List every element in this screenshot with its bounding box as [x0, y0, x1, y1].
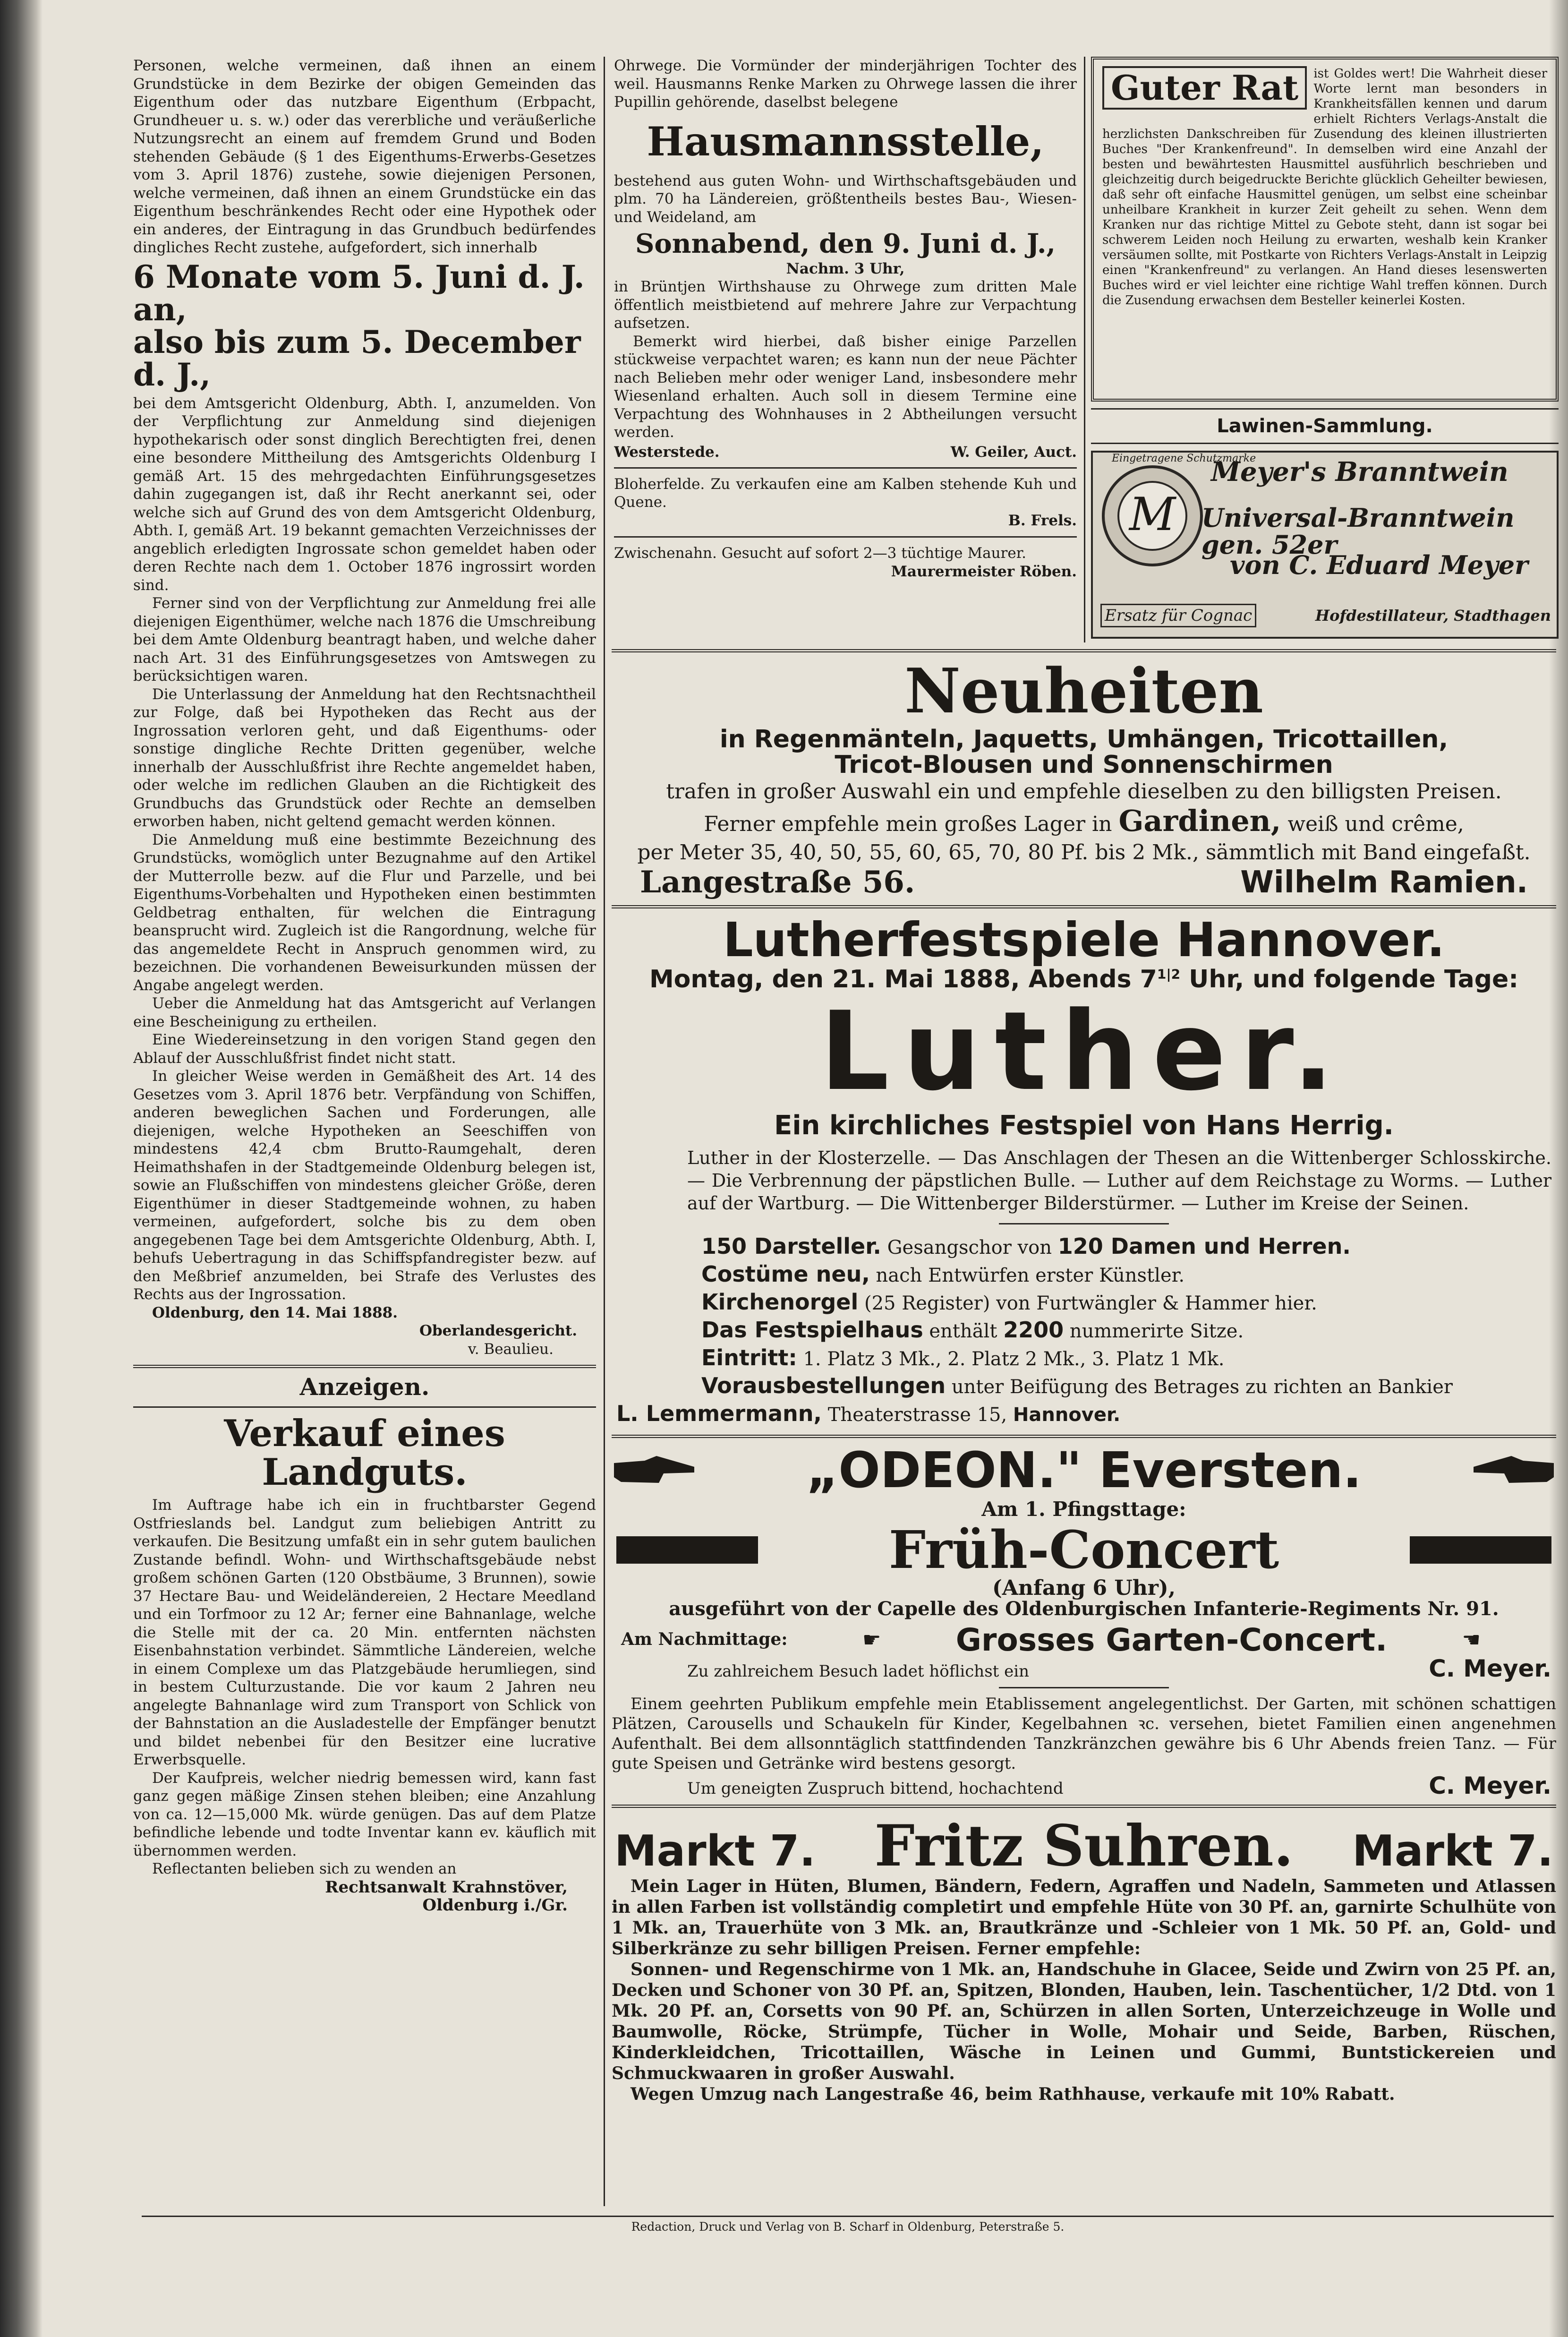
svg-text:M: M [1129, 488, 1176, 541]
meyer-logo-box [1091, 451, 1559, 639]
notice-date: Oldenburg, den 14. Mai 1888. [152, 1304, 398, 1321]
logo-line: Meyer's Branntwein [1211, 456, 1508, 488]
odeon-sub: ausgeführt von der Capelle des Oldenburgischen Infanterie-Regiments Nr. 91. [669, 1597, 1499, 1620]
luther-detail-text: enthält [929, 1320, 997, 1342]
decorative-bar [616, 1536, 758, 1564]
notice-paragraph: Die Unterlassung der Anmeldung hat den Rechtsnachtheil zur Folge, daß bei Hypotheken das Recht aus der Ingrossation verloren geht, und daß Eigenthums- oder sonstige dingliche Rechte Dritten gegenüber, welche innerhalb der Ausschlußfrist ihre Rechte angemeldet haben, oder welche im redlichen Glauben an die Richtigkeit des Grundbuchs das Grundstück oder Rechte an demselben erworben haben, nicht geltend gemacht werden können. [133, 685, 596, 830]
lease-place: Westerstede. [614, 443, 720, 461]
ad-paragraph: Reflectanten belieben sich zu wenden an [152, 1860, 457, 1878]
luther-detail-key: Hannover. [1013, 1404, 1121, 1426]
column-ads-right [1091, 57, 1559, 661]
deadline-heading: 6 Monate vom 5. Juni d. J. an, [133, 258, 585, 328]
notice-signature: v. Beaulieu. [468, 1340, 554, 1358]
suhren-right: Markt 7. [1352, 1826, 1553, 1876]
lease-paragraph: Bemerkt wird hierbei, daß bisher einige Parzellen stückweise verpachtet waren; es kann nun der neue Pächter nach Belieben mehr oder weniger Land, insbesondere mehr Wiesenland erhalten. Auch soll in diesem Termine eine Verpachtung des Wohnhauses in 2 Abtheilungen versucht werden. [614, 333, 1077, 441]
small-ad: Bloherfelde. Zu verkaufen eine am Kalben stehende Kuh und Quene. [614, 475, 1077, 511]
logo-line: von C. Eduard Meyer [1230, 550, 1528, 580]
decorative-bar [1410, 1536, 1551, 1564]
neuheiten-text: weiß und crême, [1287, 812, 1464, 836]
pointing-hand-icon [1471, 1454, 1556, 1487]
luther-details [612, 1233, 1556, 1400]
suhren-paragraph: Wegen Umzug nach Langestraße 46, beim Rathhause, verkaufe mit 10% Rabatt. [631, 2084, 1395, 2105]
neuheiten-name: Wilhelm Ramien. [1240, 865, 1528, 900]
notice-signature: Oberlandesgericht. [419, 1322, 577, 1340]
neuheiten-gardinen: Gardinen, [1118, 803, 1281, 838]
luther-scenes: Luther in der Klosterzelle. — Das Anschlagen der Thesen an die Wittenberger Schlosskirche. — Die Verbrennung der päpstlichen Bulle. — Luther auf dem Reichstage zu Worms. — Luther auf der Wartburg. — Die Wittenberger Bilderstürmer. — Luther im Kreise der Seinen. [687, 1147, 1551, 1214]
luther-detail-text: Gesangschor von [887, 1236, 1052, 1258]
luther-date: Montag, den 21. Mai 1888, Abends 7 [649, 965, 1157, 993]
deadline-heading: also bis zum 5. December d. J., [133, 324, 581, 394]
suhren-left: Markt 7. [614, 1826, 816, 1876]
neuheiten-text: Ferner empfehle mein großes Lager in [704, 812, 1112, 836]
notice-paragraph: Personen, welche vermeinen, daß ihnen an einem Grundstücke in dem Bezirke der obigen Gemeinden das Eigenthum oder das nutzbare Eigenthum (Erbpacht, Grundheuer u. s. w.) oder das vererbliche und veräußerliche Nutzungsrecht an einem auf fremdem Grund und Boden stehenden Gebäude (§ 1 des Eigenthums-Erwerbs-Gesetzes vom 3. April 1876) zustehe, sowie diejenigen Personen, welche vermeinen, daß ihnen an einem Grundstücke ein das Eigenthum beschränkendes Recht oder eine Hypothek oder ein anderes, der Eintragung in das Grundbuch bedürfendes dingliches Recht zustehe, aufgefordert, sich innerhalb [133, 57, 596, 256]
binding-edge [0, 0, 43, 2337]
trademark-seal-icon [1100, 459, 1204, 573]
small-ad: Zwischenahn. Gesucht auf sofort 2—3 tüchtige Maurer. [614, 545, 1026, 562]
pointing-hand-icon: ☛ [862, 1627, 881, 1652]
luther-detail-key: Kirchenorgel [701, 1289, 859, 1315]
ad-signature: Rechtsanwalt Krahnstöver, [325, 1877, 568, 1897]
luther-detail-key: 120 Damen und Herren. [1057, 1233, 1351, 1259]
luther-detail-text: (25 Register) von Furtwängler & Hammer hier. [864, 1292, 1317, 1314]
ad-paragraph: Der Kaufpreis, welcher niedrig bemessen wird, kann fast ganz gegen mäßige Zinsen stehen bleiben; eine Anzahlung von ca. 12—15,000 Mk. würde genügen. Das auf dem Platze befindliche lebende und todte Inventar kann ev. käuflich mit übernommen werden. [133, 1769, 596, 1859]
divider [133, 1365, 596, 1368]
neuheiten-line: per Meter 35, 40, 50, 55, 60, 65, 70, 80 Pf. bis 2 Mk., sämmtlich mit Band eingefaßt. [637, 840, 1531, 865]
odeon-signature: C. Meyer. [1429, 1655, 1551, 1683]
odeon-sub: Am 1. Pfingsttage: [981, 1497, 1186, 1521]
divider [612, 1805, 1556, 1808]
odeon-signature: C. Meyer. [1429, 1772, 1551, 1799]
lease-auctioneer: W. Geiler, Auct. [950, 443, 1077, 461]
neuheiten-line: trafen in großer Auswahl ein und empfehle dieselben zu den billigsten Preisen. [666, 779, 1502, 804]
luther-detail-text: nummerirte Sitze. [1069, 1320, 1244, 1342]
divider [612, 649, 1556, 652]
lawinen-heading: Lawinen-Sammlung. [1217, 415, 1433, 437]
logo-caption: Hofdestillateur, Stadthagen [1315, 607, 1551, 625]
neuheiten-line: Tricot-Blousen und Sonnenschirmen [835, 751, 1333, 779]
neuheiten-title: Neuheiten [904, 655, 1263, 727]
odeon-big: Früh-Concert [888, 1519, 1279, 1581]
small-ad-signature: Maurermeister Röben. [891, 563, 1077, 580]
odeon-invite: Zu zahlreichem Besuch ladet höflichst ein [687, 1662, 1030, 1681]
notice-paragraph: bei dem Amtsgericht Oldenburg, Abth. I, anzumelden. Von der Verpflichtung zur Anmeldung sind diejenigen hypothekarisch oder sonst dinglich Berechtigten frei, denen eine besondere Mittheilung des Amtsgerichts Oldenburg I gemäß Art. 15 des mehrgedachten Einführungsgesetzes dahin zugegangen ist, daß ihr Recht anerkannt sei, oder welche sich auf Grund des von dem Amtsgericht Oldenburg, Abth. I, gemäß Art. 19 bekannt gemachten Verzeichnisses der angeblich erledigten Ingrossate schon gemeldet haben oder deren Rechte nach dem 1. October 1876 ingrossirt worden sind. [133, 394, 596, 594]
luther-detail-key: L. Lemmermann, [616, 1400, 822, 1426]
luther-date: Uhr, und folgende Tage: [1189, 965, 1519, 993]
neuheiten-line: in Regenmänteln, Jaquetts, Umhängen, Tricottaillen, [719, 725, 1449, 753]
luther-detail-key: Vorausbestellungen [701, 1372, 946, 1398]
luther-detail-key: 150 Darsteller. [701, 1233, 881, 1259]
lease-paragraph: Ohrwege. Die Vormünder der minderjährigen Tochter des weil. Hausmanns Renke Marken zu Ohrwege lassen die ihrer Pupillin gehörende, daselbst belegene [614, 57, 1077, 111]
notice-paragraph: In gleicher Weise werden in Gemäßheit des Art. 14 des Gesetzes vom 3. April 1876 betr. Verpfändung von Schiffen, anderen beweglichen Sachen und Forderungen, alle diejenigen, welche Hypotheken an Seeschiffen von mindestens 42,4 cbm Brutto-Raumgehalt, deren Heimathshafen in der Stadtgemeinde Oldenburg belegen ist, sowie an Flußschiffen von mindestens gleicher Größe, deren Eigenthümer in dieser Stadtgemeinde wohnen, zu haben vermeinen, aufgefordert, solche bis zu dem oben angegebenen Tage bei dem Amtsgerichte Oldenburg, Abth. I, behufs Uebertragung in das Schiffspfandregister bezw. auf den Meßbrief anzumelden, bei Strafe des Verlustes des Rechts aus der Ingrossation. [133, 1068, 596, 1303]
wide-ads [612, 642, 1556, 2201]
luther-detail-key: Costüme neu, [701, 1261, 870, 1287]
luther-big: Luther. [820, 989, 1348, 1115]
lease-date: Sonnabend, den 9. Juni d. J., [635, 228, 1056, 260]
luther-detail-key: 2200 [1003, 1317, 1064, 1343]
divider [133, 1406, 596, 1408]
neuheiten-address: Langestraße 56. [640, 864, 915, 900]
ad-title: Verkauf eines Landguts. [224, 1412, 505, 1494]
suhren-paragraph: Mein Lager in Hüten, Blumen, Bändern, Federn, Agraffen und Nadeln, Sammeten und Atlassen in allen Farben ist vollständig completirt und empfehle Hüte von 30 Pf. an, garnirte Schulhüte von 1 Mk. an, Trauerhüte von 3 Mk. an, Brautkränze und -Schleier von 1 Mk. 50 Pf. an, Gold- und Silberkränze zu sehr billigen Preisen. Ferner empfehle: [612, 1876, 1556, 1959]
column-ads-middle [614, 57, 1077, 661]
ad-signature: Oldenburg i./Gr. [422, 1896, 568, 1915]
suhren-title: Fritz Suhren. [874, 1813, 1294, 1880]
notice-paragraph: Die Anmeldung muß eine bestimmte Bezeichnung des Grundstücks, womöglich unter Bezugnahme auf den Artikel der Mutterrolle bezw. auf die Flur und Parzelle, und bei Eigenthums-Vorbehalten und Hypotheken einen bestimmten Geldbetrag enthalten, für welchen die Eintragung beansprucht wird. Zugleich ist die Rangordnung, welche für das angemeldete Recht in Anspruch genommen wird, zu bezeichnen. Die vorhandenen Beweisurkunden müssen der Angabe angelegt werden. [133, 831, 596, 994]
divider [614, 536, 1077, 538]
column-legal-notices [133, 57, 596, 2201]
divider [1091, 408, 1559, 410]
suhren-paragraph: Sonnen- und Regenschirme von 1 Mk. an, Handschuhe in Glacee, Seide und Zwirn von 25 Pf. an, Decken und Schoner von 30 Pf. an, Spitzen, Blonden, Hauben, lein. Taschentücher, 1/2 Dtd. von 1 Mk. 20 Pf. an, Corsetts von 90 Pf. an, Schürzen in allen Sorten, Unterzeichzeuge in Wolle und Baumwolle, Röcke, Strümpfe, Tücher in Wolle, Mohair und Seide, Barben, Rüschen, Kinderkleidchen, Tricottaillen, Wäsche in Leinen und Gummi, Buntstickereien und Schmuckwaaren in großer Auswahl. [612, 1960, 1556, 2084]
luther-detail-text: 1. Platz 3 Mk., 2. Platz 2 Mk., 3. Platz 1 Mk. [803, 1348, 1225, 1370]
odeon-afternoon: Grosses Garten-Concert. [955, 1621, 1388, 1658]
luther-detail-key: Eintritt: [701, 1344, 797, 1370]
divider [1091, 443, 1559, 444]
notice-paragraph: Ferner sind von der Verpflichtung zur Anmeldung frei alle diejenigen Eigenthümer, welche nach 1876 die Umschreibung bei dem Amte Oldenburg beantragt haben, und welche daher nach Art. 31 des Einführungsgesetzes von Amtswegen zu berücksichtigen waren. [133, 595, 596, 685]
divider [612, 905, 1556, 908]
lease-paragraph: in Brüntjen Wirthshause zu Ohrwege zum dritten Male öffentlich meistbietend auf mehrere Jahre zur Verpachtung aufsetzen. [614, 278, 1077, 332]
lease-paragraph: bestehend aus guten Wohn- und Wirthschaftsgebäuden und plm. 70 ha Ländereien, größtentheils bestes Bau-, Wiesen- und Weideland, am [614, 172, 1077, 226]
guter-rat-text: ist Goldes wert! Die Wahrheit dieser Worte lernt man besonders in Krankheitsfällen kennen und darum erhielt Richters Verlags-Anstalt die herzlichsten Dankschreiben für Zusendung des kleinen illustrierten Buches "Der Krankenfreund". In demselben wird eine Anzahl der besten und bewährtesten Hausmittel ausführlich beschrieben und gleichzeitig durch beigedruckte Berichte glücklich Geheilter bewiesen, daß sehr oft einfache Hausmittel genügen, um selbst eine scheinbar unheilbare Krankheit in kurzer Zeit geheilt zu sehen. Wenn dem Kranken nur das richtige Mittel zu Gebote steht, dann ist sogar bei schwerem Leiden noch Heilung zu erwarten, weshalb kein Kranker versäumen sollte, mit Postkarte von Richters Verlags-Anstalt in Leipzig einen "Krankenfreund" zu verlangen. An Hand dieses lesenswerten Buches wird er viel leichter eine richtige Wahl treffen können. Durch die Zusendung erwachsen dem Besteller keinerlei Kosten. [1102, 67, 1547, 308]
luther-detail-key: Das Festspielhaus [701, 1317, 923, 1343]
divider [612, 1435, 1556, 1438]
lease-title: Hausmannsstelle, [647, 118, 1044, 165]
lease-time: Nachm. 3 Uhr, [786, 260, 905, 277]
odeon-afternoon-label: Am Nachmittage: [621, 1629, 788, 1650]
pointing-hand-icon: ☚ [1462, 1627, 1481, 1652]
guter-rat-box [1091, 57, 1559, 402]
luther-subtitle: Ein kirchliches Festspiel von Hans Herrig. [774, 1110, 1394, 1141]
divider [999, 1687, 1169, 1688]
logo-caption: Ersatz für Cognac [1100, 604, 1256, 627]
logo-ring-text: Eingetragene Schutzmarke [1112, 453, 1256, 464]
divider [999, 1223, 1169, 1224]
notice-paragraph: Eine Wiedereinsetzung in den vorigen Stand gegen den Ablauf der Ausschlußfrist findet nicht statt. [133, 1031, 596, 1067]
odeon-sub: (Anfang 6 Uhr), [992, 1575, 1176, 1600]
column-rule-1 [604, 57, 605, 2206]
logo-line: Universal-Branntwein gen. 52er [1202, 503, 1515, 560]
small-ad-signature: B. Frels. [1008, 512, 1077, 529]
luther-detail-text: Theaterstrasse 15, [827, 1404, 1007, 1426]
ad-paragraph: Im Auftrage habe ich ein in fruchtbarster Gegend Ostfrieslands bel. Landgut zum beliebigen Antritt zu verkaufen. Die Besitzung umfaßt ein in sehr gutem baulichen Zustande befindl. Wohn- und Wirthschaftsgebäude nebst großem schönen Garten (120 Obstbäume, 3 Brunnen), sowie 37 Hectare Bau- und Weideländereien, 2 Hectare Meedland und ein Torfmoor zu 12 Ar; ferner eine Bahnanlage, welche die Stelle mit der ca. 20 Min. entfernten nächsten Eisenbahnstation verbindet. Sämmtliche Ländereien, welche in einem Complexe um das Platzgebäude herumliegen, sind in bestem Culturzustande. Die vor kaum 2 Jahren neu angelegte Bahnanlage wird zum Transport von Schlick von der Bahnstation an die Ausladestelle der Empfänger benutzt und bildet nebenbei für den Besitzer eine lucrative Erwerbsquelle. [133, 1497, 596, 1769]
imprint-footer: Redaction, Druck und Verlag von B. Scharf in Oldenburg, Peterstraße 5. [142, 2216, 1554, 2239]
luther-title: Lutherfestspiele Hannover. [723, 912, 1445, 967]
luther-detail-text: unter Beifügung des Betrages zu richten an Bankier [951, 1376, 1453, 1398]
odeon-paragraph: Um geneigten Zuspruch bittend, hochachtend [687, 1779, 1064, 1798]
luther-detail-text: nach Entwürfen erster Künstler. [876, 1264, 1185, 1286]
pointing-hand-icon [612, 1454, 697, 1487]
notice-paragraph: Ueber die Anmeldung hat das Amtsgericht auf Verlangen eine Bescheinigung zu ertheilen. [133, 995, 596, 1030]
odeon-title: „ODEON." Eversten. [806, 1441, 1362, 1499]
section-heading: Anzeigen. [299, 1373, 430, 1401]
luther-date-fraction: 1|2 [1157, 966, 1181, 982]
column-rule-2 [1084, 57, 1085, 642]
guter-rat-title: Guter Rat [1111, 68, 1299, 108]
odeon-paragraph: Einem geehrten Publikum empfehle mein Etablissement angelegentlichst. Der Garten, mit schönen schattigen Plätzen, Carousells und Schaukeln für Kinder, Kegelbahnen ꝛc. versehen, bietet Familien einen angenehmen Aufenthalt. Bei dem allsonntäglich stattfindenden Tanzkränzchen gewähre bis 6 Uhr Abends freien Tanz. — Für gute Speisen und Getränke wird bestens gesorgt. [612, 1694, 1556, 1773]
divider [614, 467, 1077, 469]
